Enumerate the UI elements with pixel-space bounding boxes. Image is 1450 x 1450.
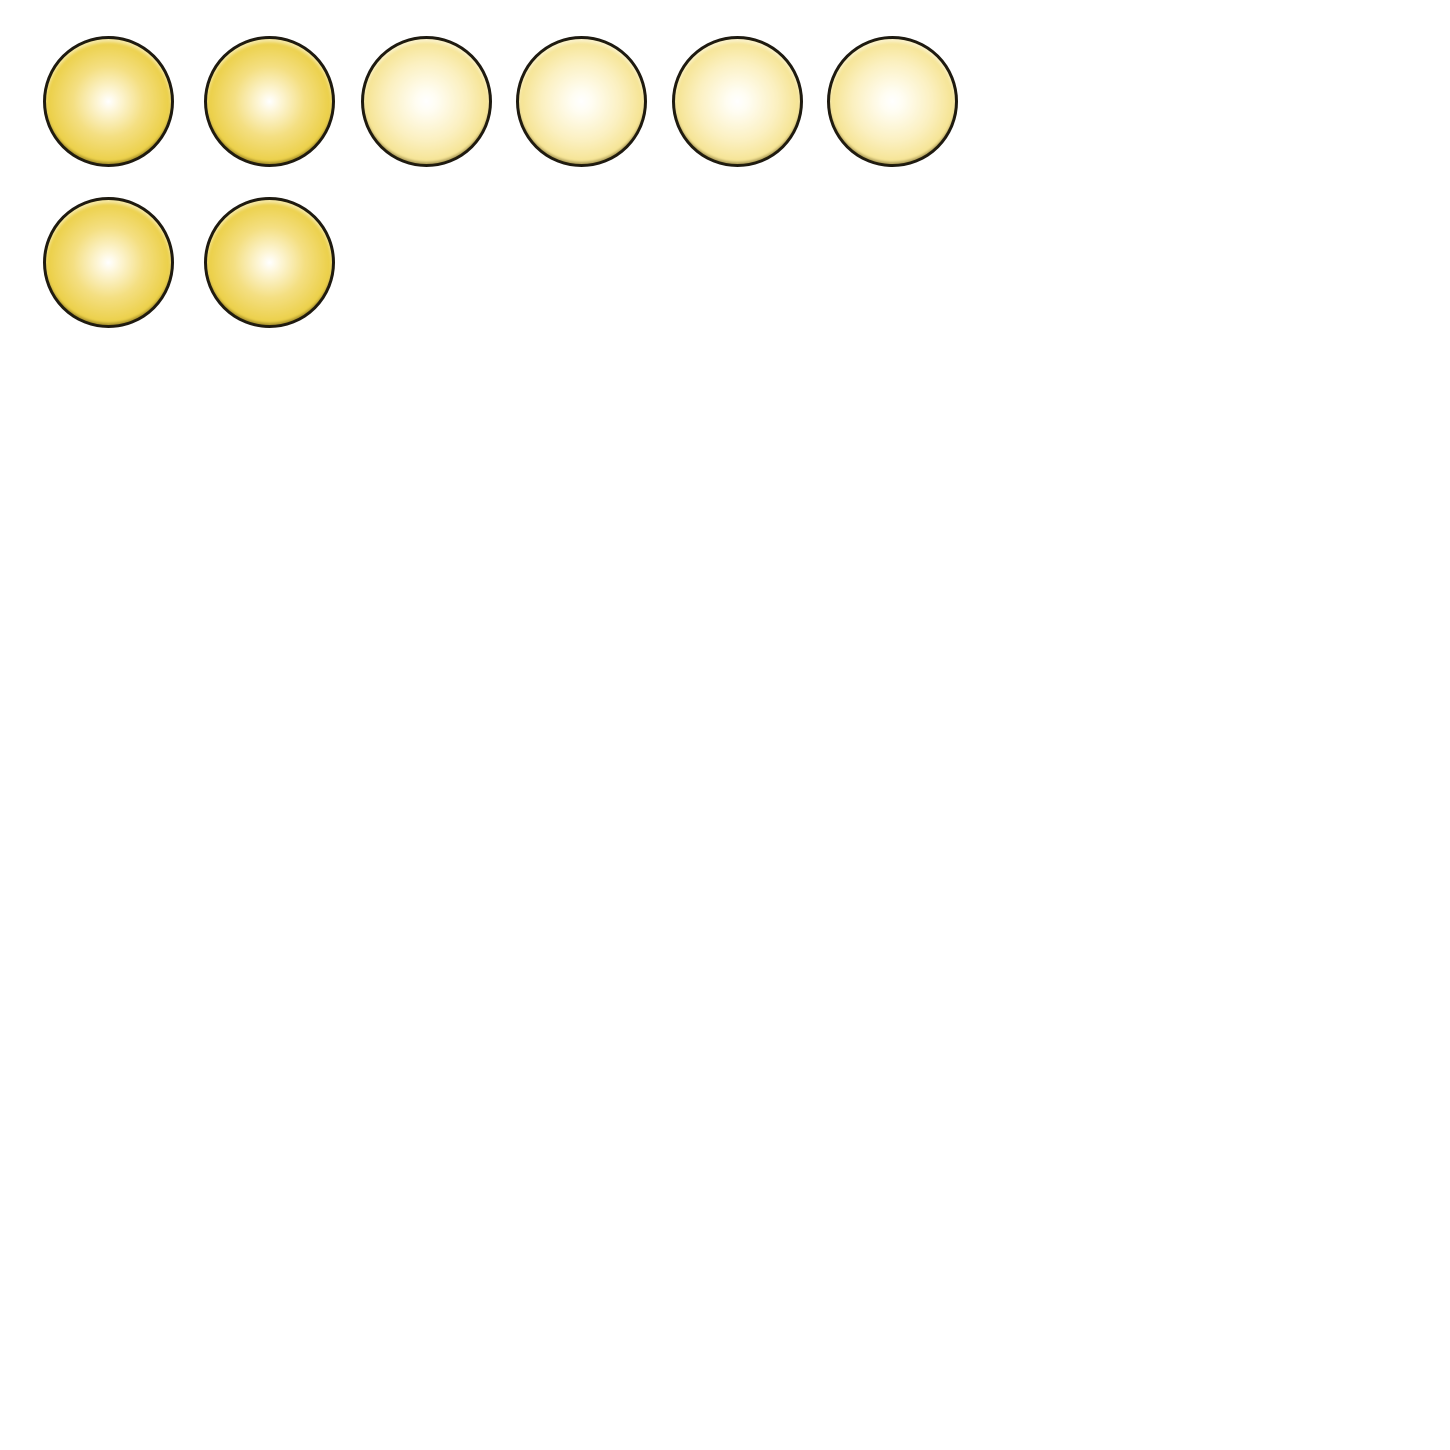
- yellow-circle-6: [827, 36, 958, 167]
- yellow-circle-5: [672, 36, 803, 167]
- yellow-circle-8: [204, 197, 335, 328]
- yellow-circle-4: [516, 36, 647, 167]
- yellow-circle-3: [361, 36, 492, 167]
- yellow-circle-2: [204, 36, 335, 167]
- yellow-circle-7: [43, 197, 174, 328]
- yellow-circle-1: [43, 36, 174, 167]
